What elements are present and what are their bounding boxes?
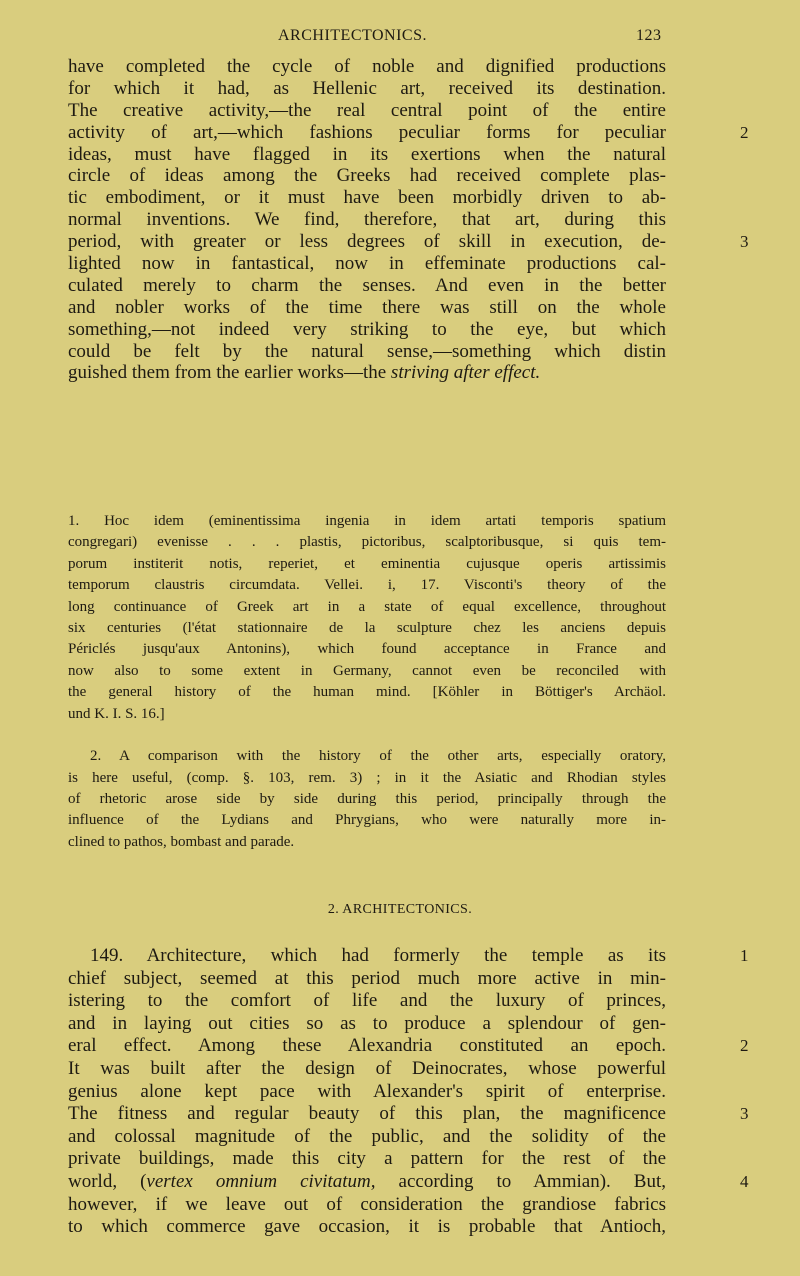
line-text: normal inventions. We find, therefore, that art, during this [68,209,666,231]
text-line [68,1081,666,1104]
line-text: 1. Hoc idem (eminentissima ingenia in idem artati temporis spatium [68,513,666,529]
line-text: und K. I. S. 16.] [68,705,165,722]
text-line [68,532,666,553]
line-text: porum institerit notis, reperiet, et eminentia cujusque operis artissimis [68,555,666,572]
line-text: 2. A comparison with the history of the other arts, especially oratory, [90,748,666,765]
text-line [68,1170,749,1194]
line-text: six centuries (l'état stationnaire de la sculpture chez les anciens depuis [68,619,666,636]
line-text-after: according to Ammian). But, [375,1170,666,1192]
line-text: 149. Architecture, which had formerly the temple as its [90,945,666,966]
line-text: long continuance of Greek art in a state of equal excellence, throughout [68,598,666,615]
text-line [68,297,666,319]
text-line [68,990,666,1013]
line-text: and nobler works of the time there was still on the whole [68,296,666,318]
line-text: period, with greater or less degrees of skill in execution, de- [68,231,666,253]
line-text: of rhetoric arose side by side during this period, principally through the [68,791,666,808]
line-text: have completed the cycle of noble and dignified productions [68,56,666,77]
line-text: circle of ideas among the Greeks had received complete plas- [68,165,666,187]
text-line [68,100,666,122]
blank-line [68,725,666,746]
line-text: could be felt by the natural sense,—something which distin [68,340,666,362]
line-text: istering to the comfort of life and the luxury of princes, [68,990,666,1012]
text-line [68,144,666,166]
text-line [68,1126,666,1149]
line-text: influence of the Lydians and Phrygians, who were naturally more in- [68,812,666,829]
italic-text: striving after effect. [390,362,541,384]
line-text: now also to some extent in Germany, cannot even be reconciled with [68,662,666,679]
text-line [68,704,666,725]
text-line [68,1058,666,1081]
text-line [68,362,666,384]
text-line [68,746,666,767]
line-text: Périclés jusqu'aux Antonins), which found acceptance in France and [68,641,666,658]
line-text: world, ( [68,1170,147,1192]
line-text: genius alone kept pace with Alexander's spirit of enterprise. [68,1080,666,1102]
text-line [68,575,666,596]
text-line [68,810,666,831]
page-number: 123 [636,27,662,44]
text-line [68,1013,666,1036]
line-text: and in laying out cities so as to produce a splendour of gen- [68,1012,666,1034]
line-text: chief subject, seemed at this period much more active in min- [68,967,666,989]
text-line [68,968,666,991]
line-text: temporum claustris circumdata. Vellei. i, 17. Visconti's theory of the [68,577,666,594]
text-line [68,275,666,297]
footnotes [68,511,666,853]
line-text: tic embodiment, or it must have been morbidly driven to ab- [68,187,666,209]
line-text: however, if we leave out of consideration the grandiose fabrics [68,1193,666,1215]
text-line [68,618,666,639]
text-line [68,78,666,100]
text-line [68,209,666,231]
text-line [68,231,749,253]
margin-number: 2 [740,122,749,142]
margin-number: 3 [740,232,749,252]
text-line [68,945,749,968]
line-text: something,—not indeed very striking to the eye, but which [68,318,666,340]
line-text: The fitness and regular beauty of this plan, the magnificence [68,1103,666,1125]
text-line [68,341,666,363]
margin-number: 2 [740,1036,749,1056]
text-line [68,1216,666,1239]
text-line [68,1035,749,1058]
line-text: The creative activity,—the real central point of the entire [68,99,666,121]
line-text: activity of art,—which fashions peculiar forms for peculiar [68,121,666,143]
line-text: the general history of the human mind. [Köhler in Böttiger's Archäol. [68,684,666,701]
text-line [68,682,666,703]
line-text: clined to pathos, bombast and parade. [68,833,295,850]
text-line [68,187,666,209]
section-body [68,945,749,1239]
text-line [68,253,666,275]
running-title: ARCHITECTONICS. [278,27,427,44]
margin-number: 3 [740,1104,749,1124]
line-text: eral effect. Among these Alexandria constituted an epoch. [68,1035,666,1057]
line-text: for which it had, as Hellenic art, received its destination. [68,77,666,99]
line-text: culated merely to charm the senses. And even in the better [68,274,666,296]
line-text: and colossal magnitude of the public, and the solidity of the [68,1125,666,1147]
line-text: private buildings, made this city a pattern for the rest of the [68,1148,666,1170]
text-line [68,121,749,144]
line-text: guished them from the earlier works—the [68,362,391,384]
text-line [68,661,666,682]
text-line [68,597,666,618]
line-text: congregari) evenisse . . . plastis, pictoribus, scalptoribusque, si quis tem- [68,534,666,551]
text-line [68,639,666,660]
line-text: is here useful, (comp. §. 103, rem. 3) ; in it the Asiatic and Rhodian styles [68,769,666,786]
section-heading: 2. ARCHITECTONICS. [327,902,473,917]
line-text: to which commerce gave occasion, it is probable that Antioch, [68,1216,666,1238]
italic-text: vertex omnium civitatum, [146,1170,376,1192]
text-line [68,1103,749,1126]
text-line [68,56,666,78]
text-line [68,789,666,810]
text-line [68,1148,666,1171]
text-line [68,165,666,187]
text-line [68,554,666,575]
text-line [68,319,666,341]
margin-number: 1 [740,946,749,965]
line-text: ideas, must have flagged in its exertions when the natural [68,143,666,165]
line-text: It was built after the design of Deinocrates, whose powerful [68,1057,666,1079]
text-line [68,768,666,789]
line-text: lighted now in fantastical, now in effeminate productions cal- [68,253,666,275]
text-line [68,1194,666,1217]
text-line [68,511,666,532]
margin-number: 4 [740,1171,749,1191]
top-paragraph [68,56,749,384]
text-line [68,832,666,853]
